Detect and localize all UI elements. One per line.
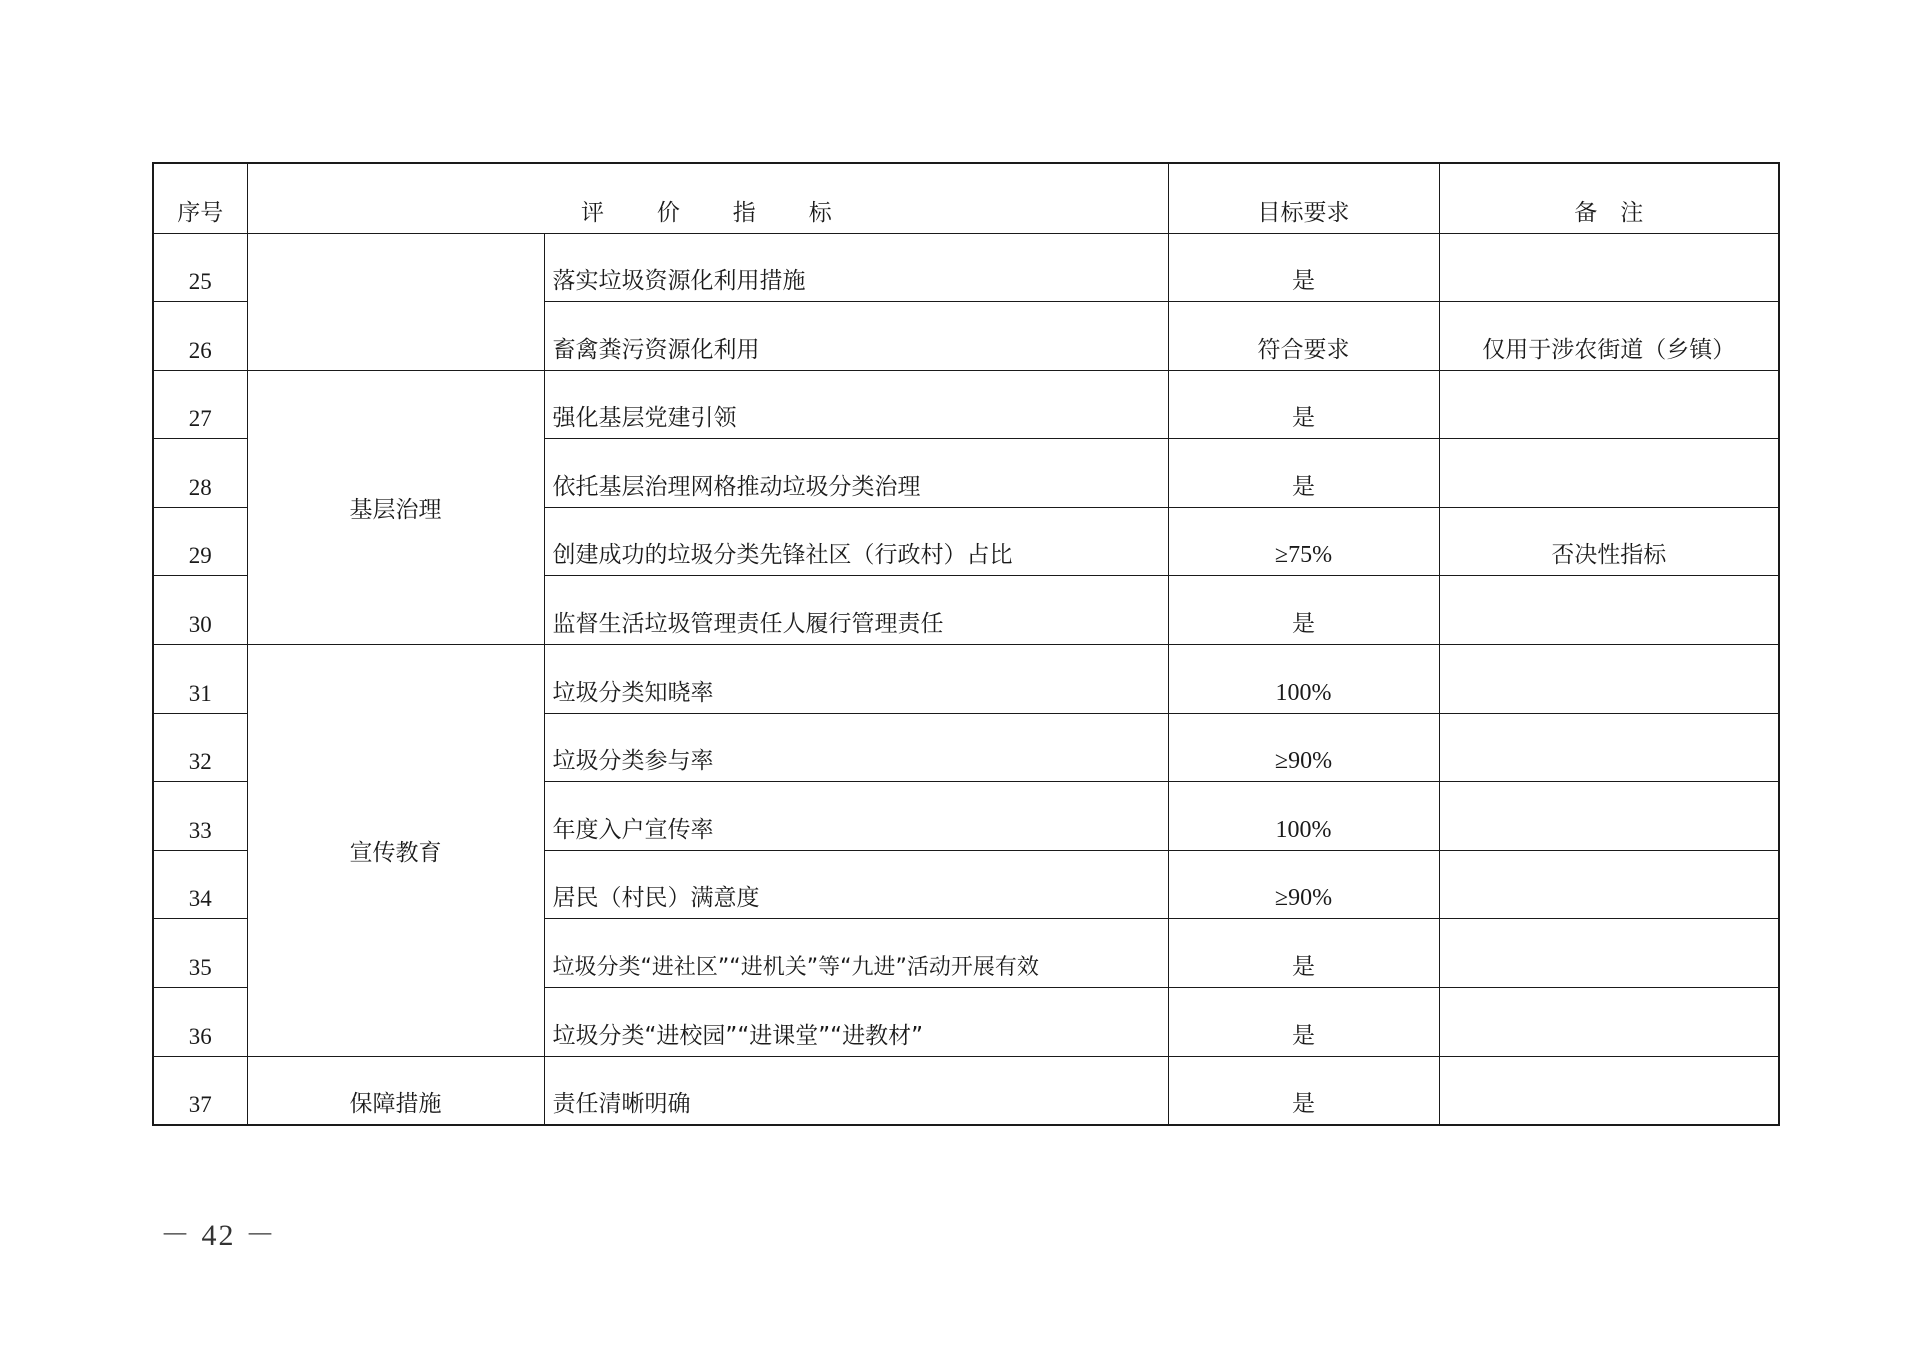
row-number: 35 [153,919,247,988]
row-target: ≥90% [1168,850,1439,919]
row-target: 是 [1168,370,1439,439]
row-note [1439,988,1779,1057]
row-note [1439,439,1779,508]
row-note [1439,576,1779,645]
page-number: － 42 － [160,1219,277,1252]
row-note [1439,919,1779,988]
row-number: 29 [153,507,247,576]
row-note [1439,782,1779,851]
row-note [1439,233,1779,302]
row-note [1439,713,1779,782]
table-row [153,1056,1779,1125]
row-indicator: 垃圾分类“进社区”“进机关”等“九进”活动开展有效 [544,919,1168,988]
header-indicator: 评 价 指 标 [247,163,1168,233]
row-number: 28 [153,439,247,508]
row-target: 是 [1168,233,1439,302]
row-indicator: 落实垃圾资源化利用措施 [544,233,1168,302]
row-target: 100% [1168,782,1439,851]
row-note [1439,850,1779,919]
row-indicator: 垃圾分类知晓率 [544,645,1168,714]
table-row [153,370,1779,439]
row-indicator: 垃圾分类“进校园”“进课堂”“进教材” [544,988,1168,1057]
row-target: 100% [1168,645,1439,714]
row-number: 30 [153,576,247,645]
row-number: 31 [153,645,247,714]
row-number: 36 [153,988,247,1057]
header-note: 备 注 [1439,163,1779,233]
row-number: 27 [153,370,247,439]
row-number: 34 [153,850,247,919]
row-number: 26 [153,302,247,371]
row-target: 符合要求 [1168,302,1439,371]
row-note: 否决性指标 [1439,507,1779,576]
row-target: 是 [1168,439,1439,508]
header-target: 目标要求 [1168,163,1439,233]
row-target: 是 [1168,576,1439,645]
row-number: 33 [153,782,247,851]
row-target: 是 [1168,919,1439,988]
table-header-row [153,163,1779,233]
row-indicator: 年度入户宣传率 [544,782,1168,851]
row-note: 仅用于涉农街道（乡镇） [1439,302,1779,371]
row-indicator: 居民（村民）满意度 [544,850,1168,919]
row-indicator: 责任清晰明确 [544,1056,1168,1125]
row-note [1439,1056,1779,1125]
row-indicator: 强化基层党建引领 [544,370,1168,439]
row-number: 32 [153,713,247,782]
row-note [1439,645,1779,714]
row-target: ≥75% [1168,507,1439,576]
category-cell-empty [247,233,544,370]
row-indicator: 畜禽粪污资源化利用 [544,302,1168,371]
table-row [153,645,1779,714]
row-target: 是 [1168,1056,1439,1125]
row-indicator: 监督生活垃圾管理责任人履行管理责任 [544,576,1168,645]
category-xuanchuan: 宣传教育 [247,645,544,1057]
row-target: ≥90% [1168,713,1439,782]
row-target: 是 [1168,988,1439,1057]
row-indicator: 依托基层治理网格推动垃圾分类治理 [544,439,1168,508]
row-number: 37 [153,1056,247,1125]
row-number: 25 [153,233,247,302]
category-baozhang: 保障措施 [247,1056,544,1125]
header-serial: 序号 [153,163,247,233]
evaluation-table [152,162,1780,1126]
category-jiceng: 基层治理 [247,370,544,644]
row-indicator: 创建成功的垃圾分类先锋社区（行政村）占比 [544,507,1168,576]
table-row [153,233,1779,302]
row-note [1439,370,1779,439]
row-indicator: 垃圾分类参与率 [544,713,1168,782]
